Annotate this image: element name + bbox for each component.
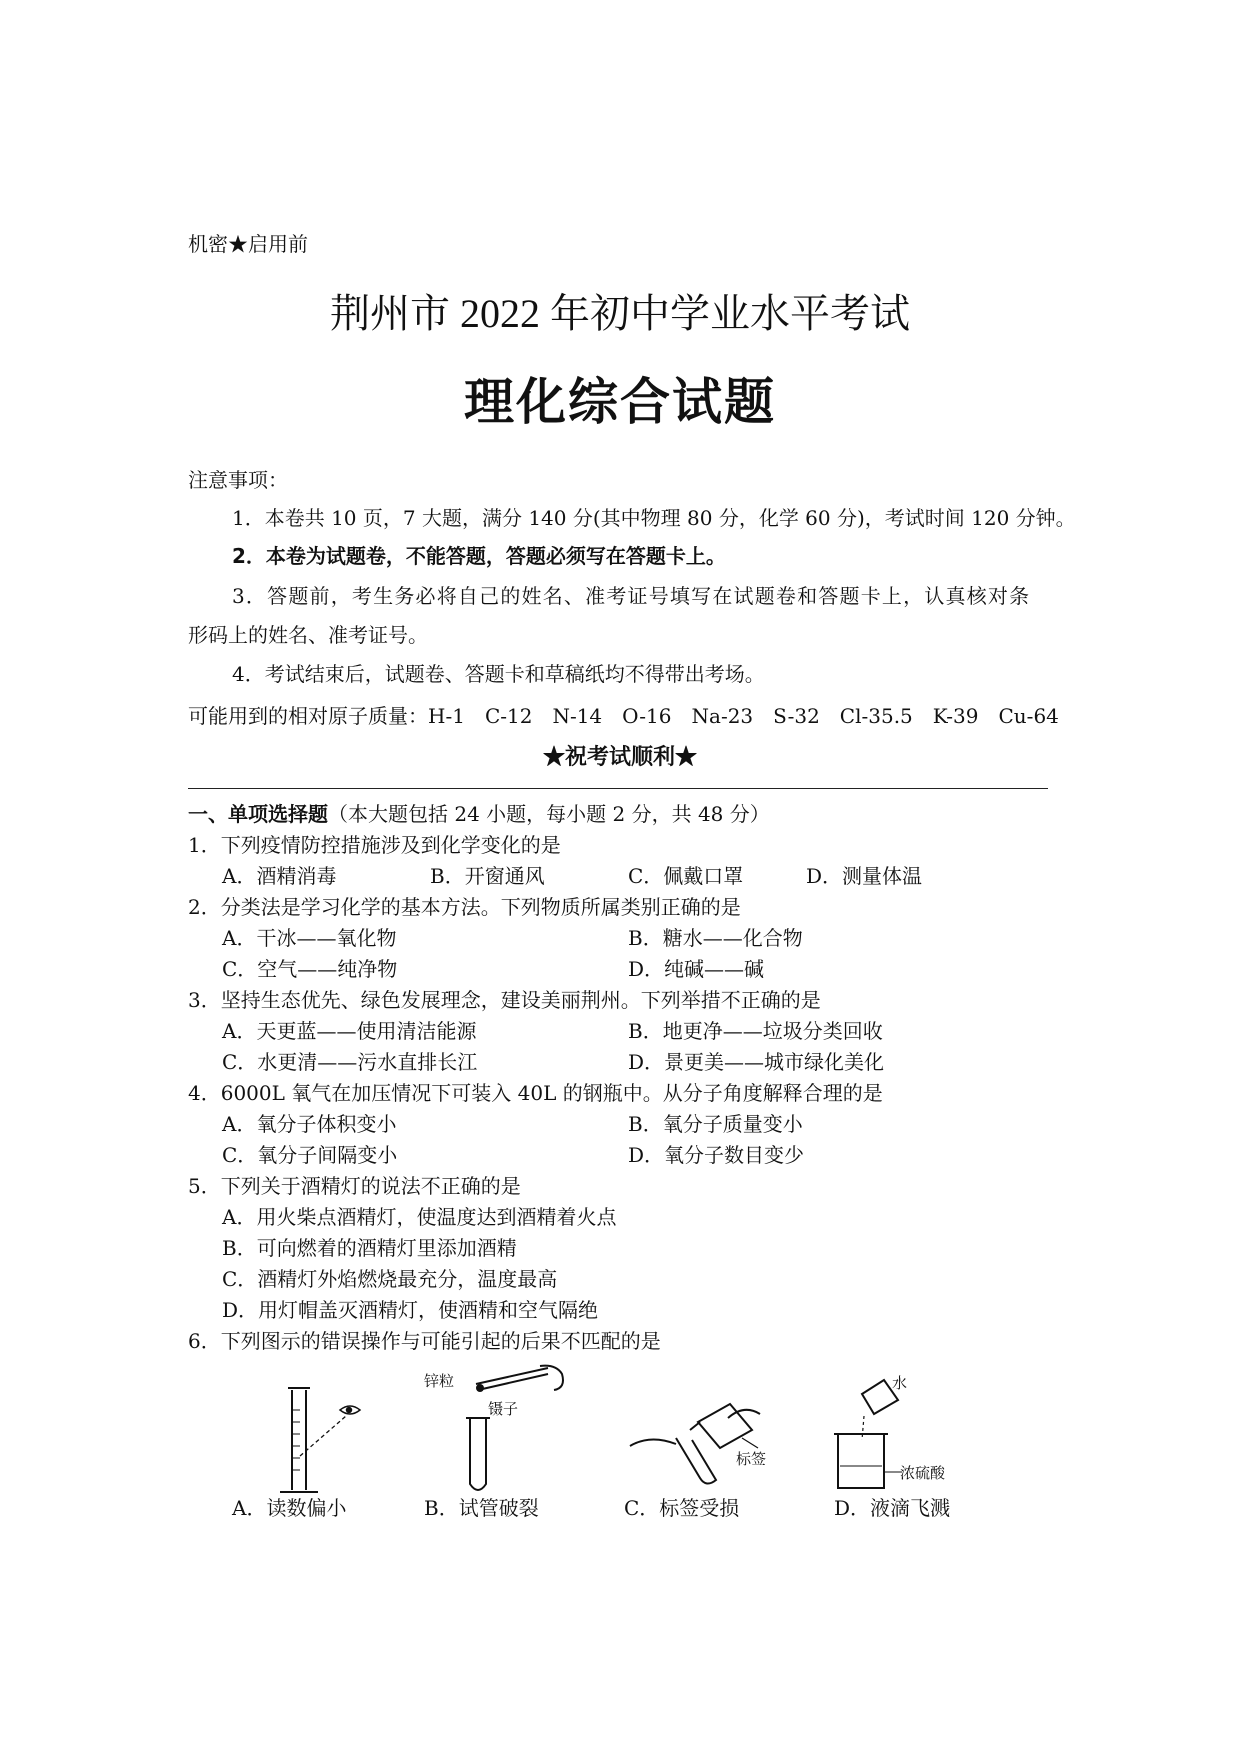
figure-a-cylinder: [280, 1388, 346, 1492]
q6-option-b: B．试管破裂: [424, 1496, 539, 1520]
acid-label: 浓硫酸: [900, 1464, 946, 1482]
question-3: 3．坚持生态优先、绿色发展理念，建设美丽荆州。下列举措不正确的是: [188, 988, 821, 1012]
mass-k: K-39: [932, 704, 979, 728]
mass-s: S-32: [773, 704, 820, 728]
q1-option-b: B．开窗通风: [430, 864, 545, 888]
notice-item-4: 4．考试结束后，试题卷、答题卡和草稿纸均不得带出考场。: [232, 662, 765, 686]
q6-option-c: C．标签受损: [624, 1496, 740, 1520]
q5-option-d: D．用灯帽盖灭酒精灯，使酒精和空气隔绝: [222, 1298, 599, 1322]
secret-mark: 机密★启用前: [188, 232, 308, 256]
q4-option-a: A．氧分子体积变小: [222, 1112, 397, 1136]
q2-option-c: C．空气——纯净物: [222, 957, 398, 981]
mass-h: H-1: [428, 704, 465, 728]
q5-option-b: B．可向燃着的酒精灯里添加酒精: [222, 1236, 517, 1260]
question-2: 2．分类法是学习化学的基本方法。下列物质所属类别正确的是: [188, 895, 741, 919]
section-title: 一、单项选择题: [188, 802, 328, 826]
zinc-label: 锌粒: [424, 1372, 455, 1390]
question-1: 1．下列疫情防控措施涉及到化学变化的是: [188, 833, 561, 857]
exam-subtitle: 理化综合试题: [464, 373, 776, 431]
q5-option-c: C．酒精灯外焰燃烧最充分，温度最高: [222, 1267, 558, 1291]
section-note: （本大题包括 24 小题，每小题 2 分，共 48 分）: [328, 802, 770, 826]
notice-item-1: 1．本卷共 10 页，7 大题，满分 140 分(其中物理 80 分，化学 60 分)，考试时间 120 分钟。: [232, 506, 1076, 530]
section-heading: [188, 798, 770, 827]
question-4: 4．6000L 氧气在加压情况下可装入 40L 的钢瓶中。从分子角度解释合理的是: [188, 1081, 883, 1105]
tweezers-label: 镊子: [488, 1400, 519, 1418]
q4-option-c: C．氧分子间隔变小: [222, 1143, 398, 1167]
notice-heading: 注意事项：: [188, 468, 288, 492]
q4-option-b: B．氧分子质量变小: [628, 1112, 803, 1136]
notice-item-2: 2．本卷为试题卷，不能答题，答题必须写在答题卡上。: [232, 544, 726, 568]
notice-item-3-cont: 形码上的姓名、准考证号。: [188, 623, 428, 647]
q6-option-d: D．液滴飞溅: [834, 1496, 951, 1520]
figure-d-dilution: [834, 1380, 902, 1488]
mass-cu: Cu-64: [998, 704, 1059, 728]
q3-option-d: D．景更美——城市绿化美化: [628, 1050, 885, 1074]
divider: [188, 788, 1048, 789]
zinc-granule: [476, 1384, 484, 1392]
atomic-masses: [188, 700, 1059, 729]
q1-option-a: A．酒精消毒: [222, 864, 337, 888]
mass-na: Na-23: [691, 704, 754, 728]
q3-option-c: C．水更清——污水直排长江: [222, 1050, 478, 1074]
q4-option-d: D．氧分子数目变少: [628, 1143, 805, 1167]
q3-option-a: A．天更蓝——使用清洁能源: [222, 1019, 477, 1043]
q1-option-d: D．测量体温: [806, 864, 923, 888]
q2-option-a: A．干冰——氧化物: [222, 926, 397, 950]
water-label: 水: [892, 1374, 908, 1392]
atomic-masses-label: 可能用到的相对原子质量：: [188, 704, 428, 728]
q6-option-a: A．读数偏小: [232, 1496, 347, 1520]
eye-icon: [340, 1406, 360, 1414]
q3-option-b: B．地更净——垃圾分类回收: [628, 1019, 883, 1043]
label-tag-label: 标签: [736, 1450, 767, 1468]
q6-figures: [0, 1360, 1240, 1500]
mass-n: N-14: [552, 704, 603, 728]
mass-c: C-12: [484, 704, 533, 728]
q2-option-b: B．糖水——化合物: [628, 926, 803, 950]
mass-o: O-16: [622, 704, 672, 728]
q1-option-c: C．佩戴口罩: [628, 864, 744, 888]
q2-option-d: D．纯碱——碱: [628, 957, 765, 981]
exam-title: 荆州市 2022 年初中学业水平考试: [330, 291, 910, 336]
figure-c-pouring: [630, 1404, 760, 1484]
q5-option-a: A．用火柴点酒精灯，使温度达到酒精着火点: [222, 1205, 617, 1229]
notice-item-3: 3．答题前，考生务必将自己的姓名、准考证号填写在试题卷和答题卡上，认真核对条: [232, 584, 1031, 608]
question-6: 6．下列图示的错误操作与可能引起的后果不匹配的是: [188, 1329, 661, 1353]
good-luck-banner: ★祝考试顺利★: [542, 744, 697, 770]
mass-cl: Cl-35.5: [839, 704, 913, 728]
question-5: 5．下列关于酒精灯的说法不正确的是: [188, 1174, 521, 1198]
